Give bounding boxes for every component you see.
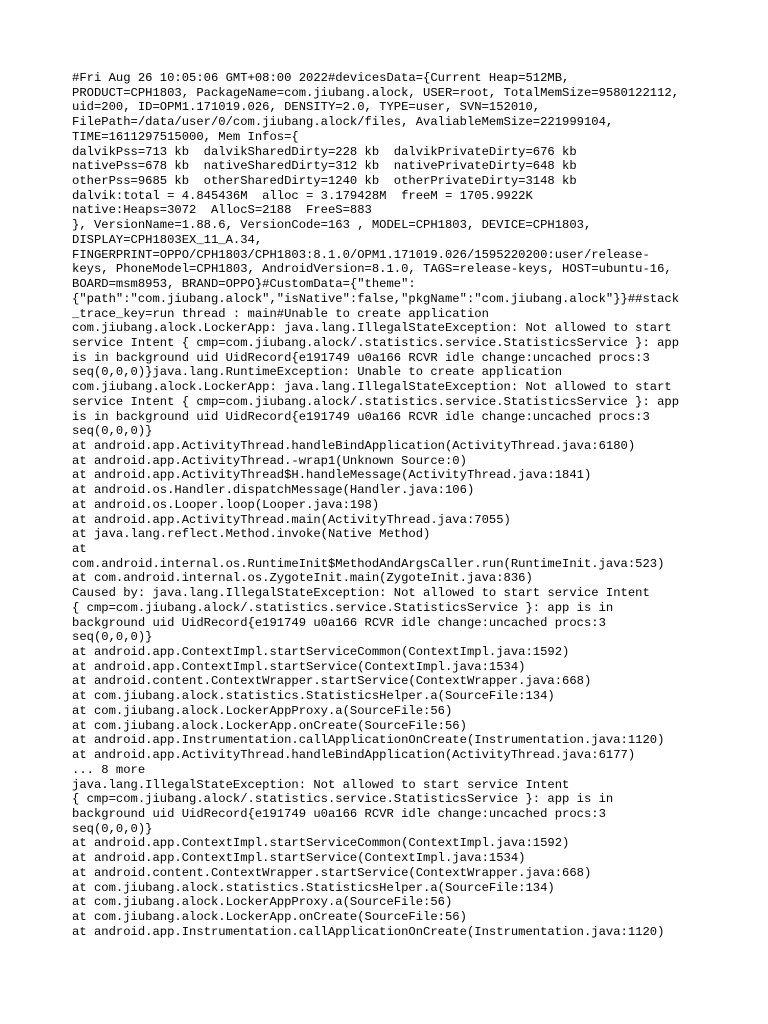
log-line: com.jiubang.alock.LockerApp: java.lang.IllegalStateException: Not allowed to start: [72, 321, 672, 336]
log-line: seq(0,0,0)}: [72, 630, 153, 645]
log-line: nativePss=678 kb nativeSharedDirty=312 kb nativePrivateDirty=648 kb: [72, 159, 577, 174]
log-line: {"path":"com.jiubang.alock","isNative":false,"pkgName":"com.jiubang.alock"}}##stack: [72, 291, 680, 306]
log-line: uid=200, ID=OPM1.171019.026, DENSITY=2.0, TYPE=user, SVN=152010,: [72, 100, 541, 115]
log-line: seq(0,0,0)}: [72, 821, 153, 836]
log-line: BOARD=msm8953, BRAND=OPPO}#CustomData={"theme":: [72, 277, 416, 292]
log-line: FilePath=/data/user/0/com.jiubang.alock/files, AvaliableMemSize=221999104,: [72, 115, 614, 130]
log-line: is in background uid UidRecord{e191749 u0a166 RCVR idle change:uncached procs:3: [72, 350, 650, 365]
log-line: at android.app.ActivityThread.-wrap1(Unknown Source:0): [72, 453, 467, 468]
log-line: seq(0,0,0)}java.lang.RuntimeException: Unable to create application: [72, 365, 563, 380]
crash-log-text: [72, 71, 712, 939]
log-line: at android.app.Instrumentation.callApplicationOnCreate(Instrumentation.java:1120): [72, 733, 665, 748]
crash-log-document: [72, 71, 712, 939]
log-line: background uid UidRecord{e191749 u0a166 RCVR idle change:uncached procs:3: [72, 615, 606, 630]
log-line: service Intent { cmp=com.jiubang.alock/.statistics.service.StatisticsService }: app: [72, 394, 680, 409]
log-line: at android.content.ContextWrapper.startService(ContextWrapper.java:668): [72, 865, 592, 880]
log-line: at com.jiubang.alock.LockerAppProxy.a(SourceFile:56): [72, 895, 453, 910]
log-line: dalvik:total = 4.845436M alloc = 3.179428M freeM = 1705.9922K: [72, 188, 533, 203]
log-line: { cmp=com.jiubang.alock/.statistics.service.StatisticsService }: app is in: [72, 600, 614, 615]
log-line: at android.os.Looper.loop(Looper.java:198): [72, 497, 380, 512]
log-line: native:Heaps=3072 AllocS=2188 FreeS=883: [72, 203, 372, 218]
log-line: seq(0,0,0)}: [72, 424, 153, 439]
log-line: at android.app.ContextImpl.startServiceCommon(ContextImpl.java:1592): [72, 836, 570, 851]
log-line: java.lang.IllegalStateException: Not allowed to start service Intent: [72, 777, 570, 792]
log-line: }, VersionName=1.88.6, VersionCode=163 , MODEL=CPH1803, DEVICE=CPH1803,: [72, 218, 592, 233]
log-line: TIME=1611297515000, Mem Infos={: [72, 129, 299, 144]
log-line: com.android.internal.os.RuntimeInit$MethodAndArgsCaller.run(RuntimeInit.java:523): [72, 556, 665, 571]
log-line: at android.app.ContextImpl.startService(ContextImpl.java:1534): [72, 659, 526, 674]
log-line: dalvikPss=713 kb dalvikSharedDirty=228 kb dalvikPrivateDirty=676 kb: [72, 144, 577, 159]
log-line: ... 8 more: [72, 762, 146, 777]
log-line: Caused by: java.lang.IllegalStateException: Not allowed to start service Intent: [72, 586, 650, 601]
log-line: at com.jiubang.alock.LockerApp.onCreate(SourceFile:56): [72, 909, 467, 924]
log-line: at com.jiubang.alock.statistics.StatisticsHelper.a(SourceFile:134): [72, 880, 555, 895]
log-line: at java.lang.reflect.Method.invoke(Native Method): [72, 527, 431, 542]
log-line: is in background uid UidRecord{e191749 u0a166 RCVR idle change:uncached procs:3: [72, 409, 650, 424]
log-line: at android.app.ActivityThread$H.handleMessage(ActivityThread.java:1841): [72, 468, 592, 483]
log-line: PRODUCT=CPH1803, PackageName=com.jiubang.alock, USER=root, TotalMemSize=9580122112,: [72, 85, 680, 100]
log-line: background uid UidRecord{e191749 u0a166 RCVR idle change:uncached procs:3: [72, 806, 606, 821]
log-line: keys, PhoneModel=CPH1803, AndroidVersion=8.1.0, TAGS=release-keys, HOST=ubuntu-16,: [72, 262, 672, 277]
log-line: FINGERPRINT=OPPO/CPH1803/CPH1803:8.1.0/OPM1.171019.026/1595220200:user/release-: [72, 247, 650, 262]
log-line: service Intent { cmp=com.jiubang.alock/.statistics.service.StatisticsService }: app: [72, 335, 680, 350]
log-line: _trace_key=run thread : main#Unable to create application: [72, 306, 489, 321]
log-line: at: [72, 542, 87, 556]
log-line: at android.app.ActivityThread.handleBindApplication(ActivityThread.java:6177): [72, 748, 636, 763]
log-line: com.jiubang.alock.LockerApp: java.lang.IllegalStateException: Not allowed to start: [72, 380, 672, 395]
log-line: at android.app.ContextImpl.startService(ContextImpl.java:1534): [72, 851, 526, 866]
log-line: at android.app.ContextImpl.startServiceCommon(ContextImpl.java:1592): [72, 645, 570, 660]
log-line: at android.app.ActivityThread.main(ActivityThread.java:7055): [72, 512, 511, 527]
log-line: at android.os.Handler.dispatchMessage(Handler.java:106): [72, 483, 475, 498]
log-line: at android.app.ActivityThread.handleBindApplication(ActivityThread.java:6180): [72, 438, 636, 453]
log-line: at android.content.ContextWrapper.startService(ContextWrapper.java:668): [72, 674, 592, 689]
log-line: at com.jiubang.alock.LockerApp.onCreate(SourceFile:56): [72, 718, 467, 733]
log-line: { cmp=com.jiubang.alock/.statistics.service.StatisticsService }: app is in: [72, 792, 614, 807]
log-line: at com.jiubang.alock.LockerAppProxy.a(SourceFile:56): [72, 703, 453, 718]
log-line: at com.jiubang.alock.statistics.StatisticsHelper.a(SourceFile:134): [72, 689, 555, 704]
log-line: at android.app.Instrumentation.callApplicationOnCreate(Instrumentation.java:1120): [72, 924, 665, 939]
log-line: at com.android.internal.os.ZygoteInit.main(ZygoteInit.java:836): [72, 571, 533, 586]
log-line: otherPss=9685 kb otherSharedDirty=1240 kb otherPrivateDirty=3148 kb: [72, 174, 577, 189]
log-line: #Fri Aug 26 10:05:06 GMT+08:00 2022#devicesData={Current Heap=512MB,: [72, 71, 570, 85]
log-line: DISPLAY=CPH1803EX_11_A.34,: [72, 232, 263, 247]
